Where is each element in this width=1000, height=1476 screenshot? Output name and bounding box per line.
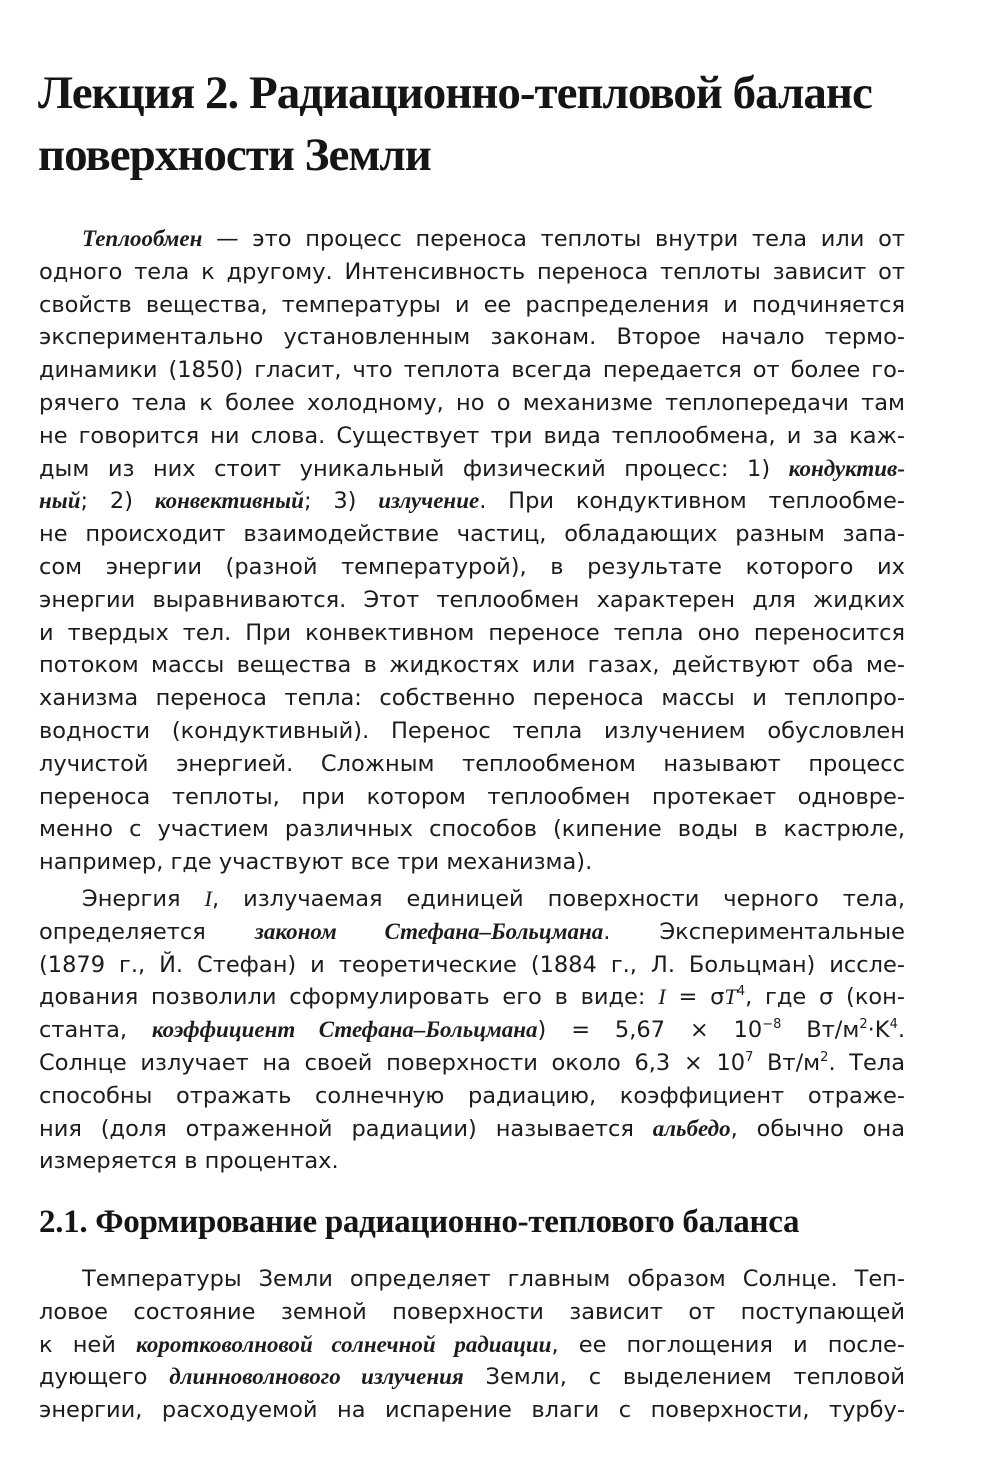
text-line: лучистой энергией. Сложным теплообменом называют процесс [39,750,905,777]
text-line: Температуры Земли определяет главным образом Солнце. Теп- [82,1266,905,1292]
section-title: 2.1. Формирование радиационно-теплового баланса [39,1204,800,1240]
text-line: ный; 2) конвективный; 3) излучение. При кондуктивном теплообме- [39,488,905,515]
paragraph-heat-exchange [39,223,905,879]
formula-stefan-boltzmann: $I = \sigma T^4$ [658,984,746,1011]
text-line: водности (кондуктивный). Перенос тепла излучением обусловлен [39,717,905,744]
text-line: энергии выравниваются. Этот теплообмен характерен для жидких [39,586,905,613]
text-line: (1879 г., Й. Стефан) и теоретические (1884 г., Л. Больцман) иссле- [39,951,905,978]
paragraph-stefan-boltzmann [39,883,905,1178]
lecture-title-line-2: поверхности Земли [38,129,431,181]
text-line: не происходит взаимодействие частиц, обладающих разным запа- [39,521,905,548]
text-line: измеряется в процентах. [39,1148,339,1175]
text-line: сом энергии (разной температурой), в результате которого их [39,553,905,580]
term-conductive: кондуктив- [788,455,905,481]
text-line: способны отражать солнечную радиацию, коэффициент отраже- [39,1082,905,1109]
text-line: дования позволили сформулировать его в виде: $I = \sigma T^4$, где σ (кон- [39,984,905,1011]
text-line: Теплообмен — это процесс переноса теплоты внутри тела или от [82,226,905,252]
text-line: определяется законом Стефана–Больцмана. Экспериментальные [39,918,905,945]
term-stefan-boltzmann-law: законом Стефана–Больцмана [254,918,604,944]
text-line: дующего длинноволнового излучения Земли, с выделением тепловой [39,1364,905,1391]
text-line: динамики (1850) гласит, что теплота всегда передается от более го- [39,357,905,384]
text-line: энергии, расходуемой на испарение влаги с поверхности, турбу- [39,1397,905,1424]
text-line: Солнце излучает на своей поверхности около $6,3 \times 10^7$ $Вт/м^2$. Тела [39,1049,905,1076]
text-line: станта, коэффициент Стефана–Больцмана) = $5,67 \times 10^{-8}$ $Вт/м^2\cdot K^4$. [39,1017,905,1044]
text-line: и твердых тел. При конвективном переносе тепла оно переносится [39,619,905,646]
text-line: одного тела к другому. Интенсивность переноса теплоты зависит от [39,258,905,285]
text-line: рячего тела к более холодному, но о механизме теплопередачи там [39,389,905,416]
text-line: к ней коротковолновой солнечной радиации, ее поглощения и после- [39,1331,905,1358]
term-shortwave-radiation: коротковолновой солнечной радиации [136,1331,552,1357]
text-line: не говорится ни слова. Существует три вида теплообмена, и за каж- [39,422,905,449]
text-line: менно с участием различных способов (кипение воды в кастрюле, [39,816,905,843]
text-line: например, где участвуют все три механизма). [39,849,593,876]
variable-I: I [204,886,212,911]
text-line: ния (доля отраженной радиации) называется альбедо, обычно она [39,1115,905,1142]
lecture-title [38,62,938,186]
term-convective: конвективный [154,488,304,514]
text-line: свойств вещества, температуры и ее распределения и подчиняется [39,291,905,318]
term-radiation: излучение [378,488,480,514]
term-heat-exchange: Теплообмен [82,226,203,251]
term-albedo: альбедо [652,1115,731,1141]
text-line: экспериментально установленным законам. Второе начало термо- [39,324,905,351]
text-line: переноса теплоты, при котором теплообмен протекает одновре- [39,783,905,810]
term-stefan-boltzmann-coefficient: коэффициент Стефана–Больцмана [151,1017,538,1043]
text-line: ловое состояние земной поверхности зависит от поступающей [39,1298,905,1325]
paragraph-earth-temperature [39,1263,905,1427]
text-line: потоком массы вещества в жидкостях или газах, действуют оба ме- [39,652,905,679]
text-line: Энергия I, излучаемая единицей поверхности черного тела, [82,886,905,912]
text-line: дым из них стоит уникальный физический процесс: 1) кондуктив- [39,455,905,482]
text-line: ханизма переноса тепла: собственно переноса массы и теплопро- [39,685,905,712]
term-longwave-radiation: длинноволнового излучения [169,1364,464,1390]
lecture-title-line-1: Лекция 2. Радиационно-тепловой баланс [38,67,872,119]
